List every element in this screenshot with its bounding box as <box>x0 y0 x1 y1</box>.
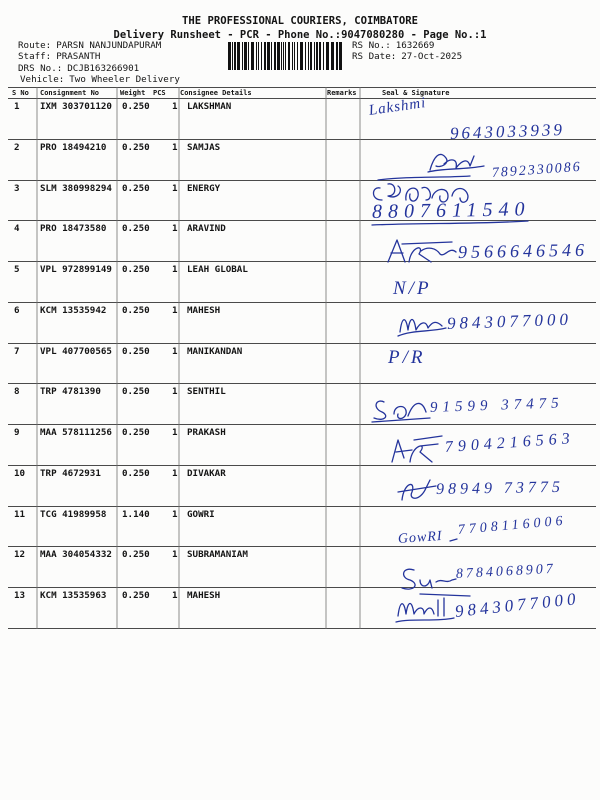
cell-sno: 10 <box>14 467 26 479</box>
cell-sno: 7 <box>14 345 20 357</box>
drs-label: DRS No.: <box>18 63 63 74</box>
cell-pcs: 1 <box>172 508 178 520</box>
cell-consignee: LEAH GLOBAL <box>187 264 248 275</box>
rs-no-label: RS No.: <box>352 40 391 51</box>
cell-consignment-no: TRP 4672931 <box>40 467 101 479</box>
cell-weight: 0.250 <box>122 467 150 479</box>
cell-consignment-no: MAA 578111256 <box>40 427 112 438</box>
cell-pcs: 1 <box>172 427 178 438</box>
cell-sno: 9 <box>14 427 20 438</box>
staff-label: Staff: <box>18 51 52 62</box>
cell-consignee: GOWRI <box>187 508 215 520</box>
cell-pcs: 1 <box>172 345 178 357</box>
signature-phone: 8807611540 <box>371 198 531 223</box>
signature-name: GowRI <box>397 528 444 547</box>
cell-consignment-no: VPL 407700565 <box>40 345 112 357</box>
cell-consignment-no: TCG 41989958 <box>40 508 107 520</box>
cell-weight: 0.250 <box>122 386 150 398</box>
column-header-sno: S No <box>12 89 29 97</box>
cell-weight: 1.140 <box>122 508 150 520</box>
column-header-remarks: Remarks <box>327 89 357 97</box>
staff-value: PRASANTH <box>56 51 101 62</box>
column-header-weight: Weight <box>120 89 146 97</box>
drs-value: DCJB163266901 <box>67 63 140 74</box>
cell-sno: 4 <box>14 223 20 235</box>
runsheet-subtitle: Delivery Runsheet - PCR - Phone No.:9047080280 - Page No.:1 <box>113 29 487 41</box>
cell-pcs: 1 <box>172 101 178 112</box>
cell-pcs: 1 <box>172 182 178 194</box>
cell-weight: 0.250 <box>122 264 150 275</box>
signature-phone: 9643033939 <box>449 119 566 143</box>
cell-consignee: PRAKASH <box>187 427 226 438</box>
cell-sno: 3 <box>14 182 20 194</box>
cell-consignment-no: KCM 13535942 <box>40 304 107 316</box>
cell-consignment-no: TRP 4781390 <box>40 386 101 398</box>
cell-consignment-no: PRO 18494210 <box>40 141 107 153</box>
cell-sno: 5 <box>14 264 20 275</box>
cell-sno: 12 <box>14 549 26 561</box>
signature-phone: 9843077000 <box>446 309 573 333</box>
cell-weight: 0.250 <box>122 182 150 194</box>
cell-consignee: SENTHIL <box>187 386 226 398</box>
cell-consignment-no: PRO 18473580 <box>40 223 107 235</box>
cell-pcs: 1 <box>172 467 178 479</box>
signature-phone: 7708116006 <box>457 513 568 538</box>
vehicle-value: Two Wheeler Delivery <box>69 74 180 85</box>
signature-phone: 9566646546 <box>457 239 589 262</box>
delivery-note: N/P <box>393 278 432 299</box>
cell-consignee: LAKSHMAN <box>187 101 232 112</box>
column-header-consignment-no: Consignment No <box>40 89 100 97</box>
route-value: PARSN NANJUNDAPURAM <box>56 40 162 51</box>
column-header-signature: Seal & Signature <box>382 89 450 97</box>
cell-weight: 0.250 <box>122 304 150 316</box>
cell-consignment-no: KCM 13535963 <box>40 590 107 601</box>
cell-sno: 11 <box>14 508 26 520</box>
signature-phone: 8784068907 <box>455 561 557 582</box>
cell-consignee: DIVAKAR <box>187 467 226 479</box>
cell-consignee: SAMJAS <box>187 141 221 153</box>
company-title: THE PROFESSIONAL COURIERS, COIMBATORE <box>182 15 418 27</box>
column-header-consignee: Consignee Details <box>180 89 252 97</box>
cell-weight: 0.250 <box>122 590 150 601</box>
cell-sno: 1 <box>14 101 20 112</box>
cell-sno: 8 <box>14 386 20 398</box>
route-label: Route: <box>18 40 52 51</box>
signature-phone: 9843077000 <box>454 588 581 621</box>
column-header-pcs: PCS <box>153 89 166 97</box>
signature-name: Lakshmi <box>367 95 428 119</box>
cell-weight: 0.250 <box>122 141 150 153</box>
cell-consignee: ARAVIND <box>187 223 226 235</box>
cell-consignee: SUBRAMANIAM <box>187 549 248 561</box>
cell-weight: 0.250 <box>122 549 150 561</box>
cell-consignee: MAHESH <box>187 304 221 316</box>
rs-date-value: 27-Oct-2025 <box>401 51 463 62</box>
cell-consignment-no: VPL 972899149 <box>40 264 112 275</box>
cell-sno: 2 <box>14 141 20 153</box>
cell-consignment-no: MAA 304054332 <box>40 549 112 561</box>
vehicle-label: Vehicle: <box>20 74 65 85</box>
cell-weight: 0.250 <box>122 345 150 357</box>
cell-pcs: 1 <box>172 549 178 561</box>
cell-weight: 0.250 <box>122 223 150 235</box>
cell-pcs: 1 <box>172 304 178 316</box>
cell-weight: 0.250 <box>122 427 150 438</box>
cell-pcs: 1 <box>172 223 178 235</box>
rs-no-value: 1632669 <box>395 40 435 51</box>
cell-consignment-no: SLM 380998294 <box>40 182 112 194</box>
cell-consignee: MANIKANDAN <box>187 345 243 357</box>
cell-pcs: 1 <box>172 386 178 398</box>
signature-phone: 7904216563 <box>444 429 576 456</box>
cell-consignee: ENERGY <box>187 182 221 194</box>
cell-consignment-no: IXM 303701120 <box>40 101 112 112</box>
cell-pcs: 1 <box>172 264 178 275</box>
rs-date-label: RS Date: <box>352 51 397 62</box>
cell-sno: 6 <box>14 304 20 316</box>
signature-phone: 91599 37475 <box>429 395 564 416</box>
cell-consignee: MAHESH <box>187 590 221 601</box>
cell-sno: 13 <box>14 590 26 601</box>
cell-pcs: 1 <box>172 141 178 153</box>
delivery-note: P/R <box>388 347 426 368</box>
cell-pcs: 1 <box>172 590 178 601</box>
signature-phone: 7892330086 <box>491 159 583 181</box>
signature-phone: 98949 73775 <box>435 478 565 498</box>
cell-weight: 0.250 <box>122 101 150 112</box>
